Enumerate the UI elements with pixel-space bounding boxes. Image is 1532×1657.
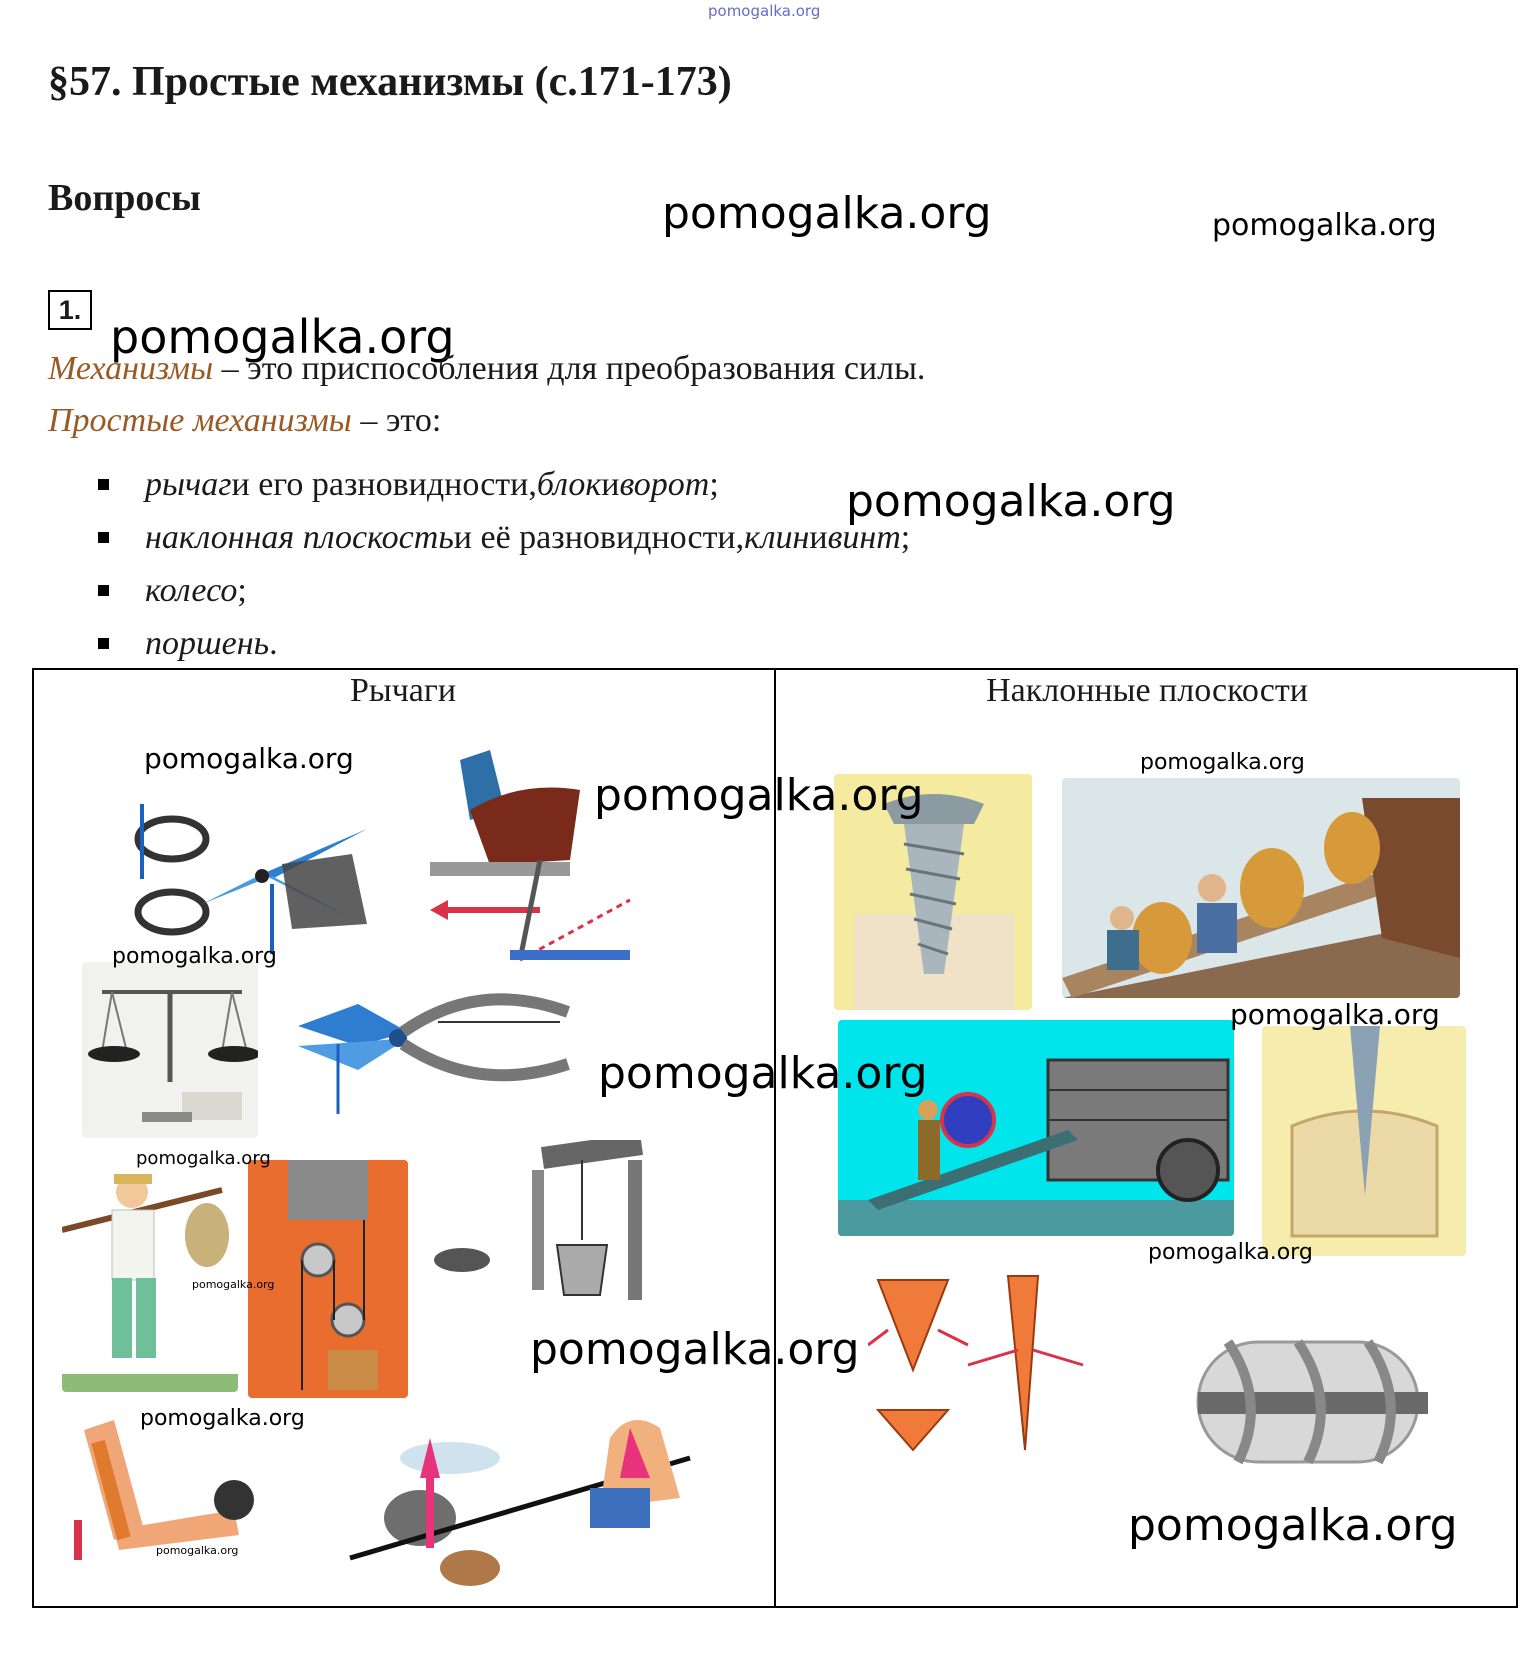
watermark: pomogalka.org: [110, 310, 455, 364]
bullet-icon: [98, 638, 109, 649]
screw-conveyor-illustration: [1168, 1302, 1448, 1502]
bullet-icon: [98, 532, 109, 543]
term-simple-mechanisms: Простые механизмы: [48, 402, 352, 439]
barrels-ramp-illustration: [1062, 778, 1460, 998]
term-mechanisms: Механизмы: [48, 350, 214, 387]
column-header-levers: Рычаги: [349, 672, 457, 709]
definition-mechanisms: [48, 350, 925, 388]
bullet-icon: [98, 585, 109, 596]
watermark: pomogalka.org: [1148, 1240, 1313, 1265]
list-item: колесо ;: [98, 564, 910, 617]
pliers-lever-illustration: [298, 984, 580, 1124]
watermark: pomogalka.org: [1140, 750, 1305, 775]
well-windlass-illustration: [432, 1140, 654, 1312]
watermark: pomogalka.org: [112, 944, 277, 969]
list-item: рычаг и его разновидности, блок и ворот ;: [98, 458, 910, 511]
balance-scales-illustration: [82, 962, 258, 1138]
watermark: pomogalka.org: [156, 1544, 239, 1557]
question-number: 1.: [48, 290, 92, 330]
definition-simple-mechanisms: [48, 402, 441, 440]
watermark: pomogalka.org: [1230, 998, 1440, 1031]
watermark: pomogalka.org: [144, 742, 354, 775]
definition-text: – это:: [351, 402, 442, 439]
watermark: pomogalka.org: [662, 188, 992, 239]
definition-text: – это приспособления для преобразования силы.: [213, 350, 926, 387]
page-title: §57. Простые механизмы (с.171-173): [48, 59, 732, 105]
watermark: pomogalka.org: [1128, 1500, 1458, 1551]
list-item: поршень .: [98, 617, 910, 670]
mechanism-list: [98, 458, 910, 670]
watermark: pomogalka.org: [192, 1278, 275, 1291]
section-heading: Вопросы: [48, 177, 201, 219]
list-item: наклонная плоскость и её разновидности, клин и винт ;: [98, 511, 910, 564]
lever-lifting-stone-illustration: [330, 1398, 730, 1598]
watermark: pomogalka.org: [136, 1148, 271, 1169]
column-header-inclined-planes: Наклонные плоскости: [986, 672, 1308, 709]
watermark: pomogalka.org: [530, 1324, 860, 1375]
wedge-force-diagrams: [868, 1270, 1098, 1470]
watermark: pomogalka.org: [140, 1406, 305, 1431]
watermark: pomogalka.org: [1212, 208, 1437, 243]
bullet-icon: [98, 479, 109, 490]
watermark: pomogalka.org: [598, 1048, 928, 1099]
man-carrying-stick-illustration: [62, 1160, 238, 1392]
wedge-in-bread-illustration: [1262, 1026, 1466, 1256]
watermark: pomogalka.org: [708, 2, 821, 20]
watermark: pomogalka.org: [594, 770, 924, 821]
scissors-lever-illustration: [112, 784, 380, 964]
watermark: pomogalka.org: [846, 476, 1176, 527]
